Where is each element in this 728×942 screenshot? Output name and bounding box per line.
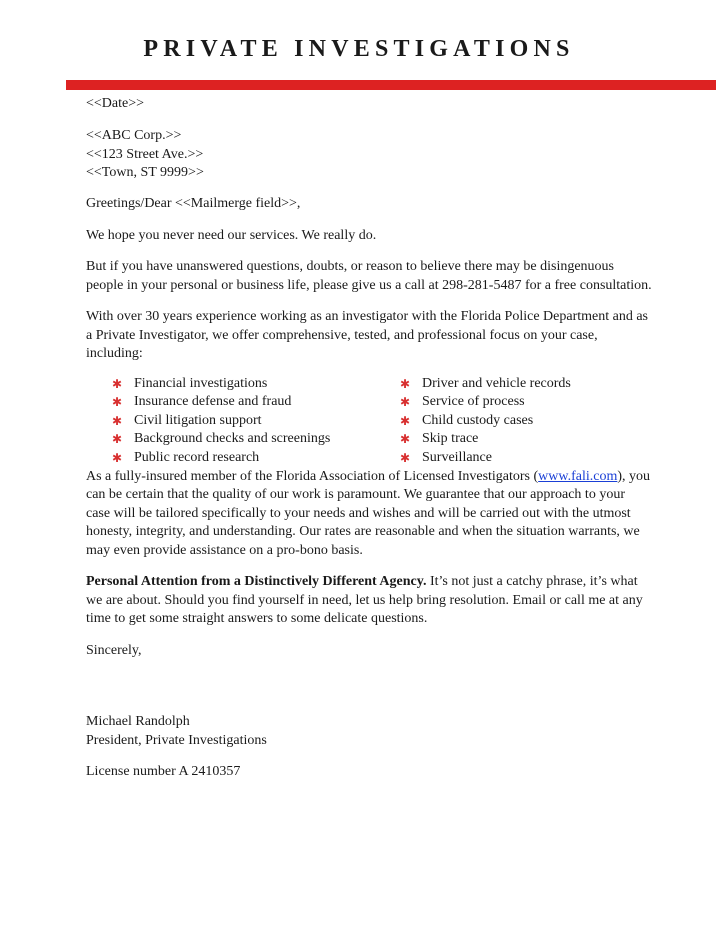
letter-body <box>86 95 656 782</box>
letterhead-title-text: PRIVATE INVESTIGATIONS <box>143 36 575 62</box>
list-item-label: Surveillance <box>422 449 492 465</box>
list-item-label: Public record research <box>134 449 260 465</box>
letterhead-rule <box>66 80 716 90</box>
services-list-left <box>112 375 330 468</box>
asterisk-icon: ✱ <box>400 395 411 409</box>
asterisk-icon: ✱ <box>112 432 123 446</box>
paragraph-line: people in your personal or business life, please give us a call at 298-281-5487 for a free consultation. <box>86 277 652 293</box>
tagline-bold: Personal Attention from a Distinctively Different Agency. <box>86 574 427 589</box>
paragraph-line: With over 30 years experience working as an investigator with the Florida Police Department and as <box>86 309 648 324</box>
services-list-right <box>400 375 571 468</box>
list-item-label: Financial investigations <box>134 375 268 391</box>
paragraph-personal-attention <box>86 573 656 629</box>
paragraph-line: can be certain that the quality of our work is paramount. We guarantee that our approach to your <box>86 487 625 502</box>
list-item <box>112 393 330 412</box>
paragraph-line: may even provide assistance on a pro-bono basis. <box>86 542 363 558</box>
paragraph-experience <box>86 308 656 364</box>
list-item <box>400 449 571 468</box>
address-line-city: <<Town, ST 9999>> <box>86 165 204 180</box>
paragraph-membership <box>86 468 656 561</box>
list-item-label: Child custody cases <box>422 412 534 428</box>
list-item <box>112 375 330 394</box>
list-item-label: Insurance defense and fraud <box>134 394 292 409</box>
list-item <box>400 393 571 412</box>
paragraph-line <box>86 468 656 487</box>
list-item-label: Skip trace <box>422 431 479 446</box>
address-line-company: <<ABC Corp.>> <box>86 128 182 143</box>
paragraph-line: a Private Investigator, we offer comprehensive, tested, and professional focus on your case, <box>86 327 598 343</box>
asterisk-icon: ✱ <box>400 450 411 465</box>
paragraph-line: including: <box>86 346 143 361</box>
paragraph-line: we are about. Should you find yourself in need, let us help bring resolution. Email or call me at any <box>86 592 643 608</box>
list-item <box>400 412 571 431</box>
address-line-street: <<123 Street Ave.>> <box>86 146 204 162</box>
letterhead-title <box>0 34 728 64</box>
signature-block <box>86 713 656 750</box>
list-item <box>400 430 571 449</box>
list-item <box>112 449 330 468</box>
paragraph-line: But if you have unanswered questions, doubts, or reason to believe there may be disingenuous <box>86 259 614 274</box>
signer-name: Michael Randolph <box>86 714 190 729</box>
list-item <box>112 412 330 431</box>
services-list <box>86 375 656 467</box>
recipient-address <box>86 127 656 183</box>
closing: Sincerely, <box>86 642 142 658</box>
asterisk-icon: ✱ <box>400 413 411 428</box>
asterisk-icon: ✱ <box>400 432 411 446</box>
greeting: Greetings/Dear <<Mailmerge field>>, <box>86 196 301 211</box>
asterisk-icon: ✱ <box>112 395 123 409</box>
fali-website-link[interactable]: www.fali.com <box>538 468 618 484</box>
asterisk-icon: ✱ <box>112 450 123 465</box>
asterisk-icon: ✱ <box>112 376 123 391</box>
paragraph-consultation <box>86 258 656 295</box>
paragraph-text: It’s not just a catchy phrase, it’s what <box>426 574 638 589</box>
paragraph-line: honesty, integrity, and understanding. Our rates are reasonable and when the situation warrants, we <box>86 524 640 539</box>
signer-title: President, Private Investigations <box>86 732 267 748</box>
list-item-label: Service of process <box>422 394 525 409</box>
paragraph-line: time to get some straight answers to some delicate questions. <box>86 611 428 626</box>
list-item-label: Background checks and screenings <box>134 431 331 446</box>
list-item-label: Civil litigation support <box>134 412 262 428</box>
paragraph-line <box>86 573 656 592</box>
license-number: License number A 2410357 <box>86 764 241 779</box>
list-item <box>112 430 330 449</box>
list-item <box>400 375 571 394</box>
asterisk-icon: ✱ <box>112 413 123 428</box>
paragraph-text: As a fully-insured member of the Florida Association of Licensed Investigators ( <box>86 468 539 484</box>
list-item-label: Driver and vehicle records <box>422 375 571 391</box>
asterisk-icon: ✱ <box>400 376 411 391</box>
paragraph-text: ), you <box>617 468 651 484</box>
date-placeholder: <<Date>> <box>86 96 145 111</box>
paragraph-intro: We hope you never need our services. We really do. <box>86 227 377 243</box>
paragraph-line: case will be tailored specifically to your needs and wishes and will be carried out with the utmost <box>86 505 631 521</box>
